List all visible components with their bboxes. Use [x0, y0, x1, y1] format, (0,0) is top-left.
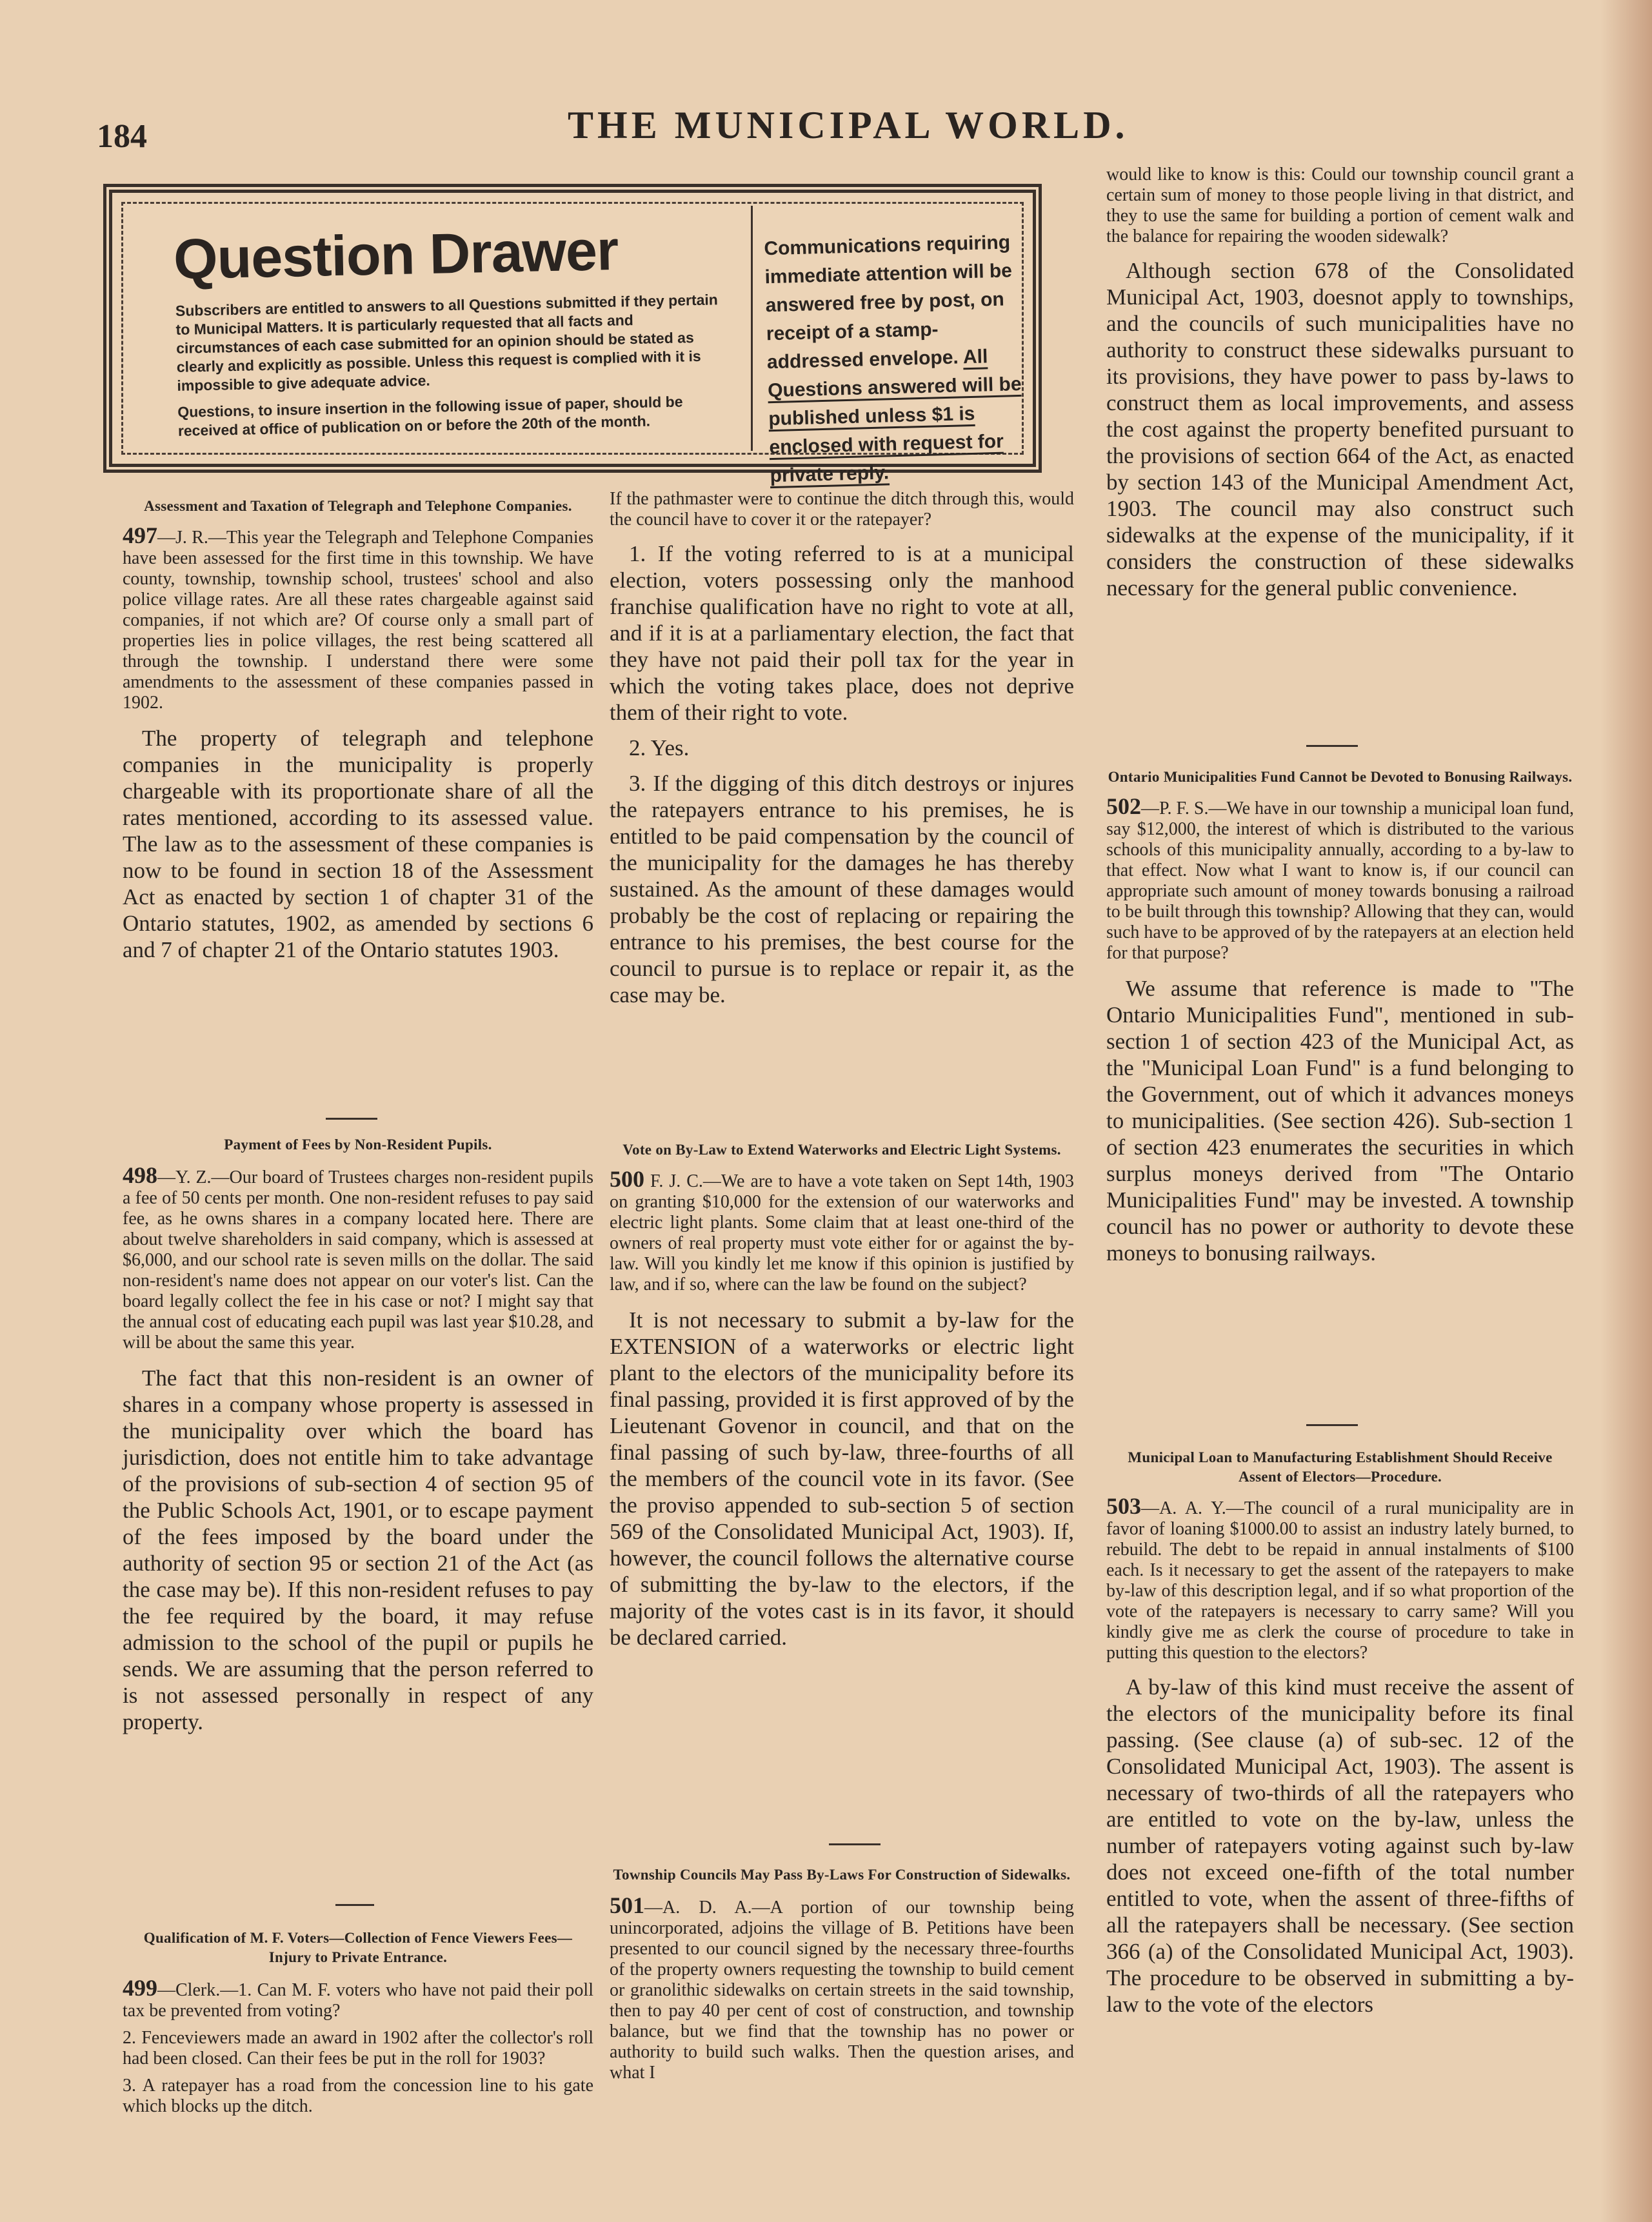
- heading-497: Assessment and Taxation of Telegraph and Telephone Companies.: [144, 498, 572, 514]
- heading-498: Payment of Fees by Non-Resident Pupils.: [224, 1136, 492, 1153]
- question-text-503: —A. A. Y.—The council of a rural municipality are in favor of loaning $1000.00 to assist an industry lately burned, to rebuild. The debt to be repaid in annual instalments of $100 each. Is it necessary to get the assent of the ratepayers to make by-law of this description legal, and if so what proportion of the vote of the ratepayers is necessary to carry same? Will you kindly give me as clerk the course of procedure to take in putting this question to the electors?: [1106, 1498, 1574, 1663]
- divider-rule: [1306, 1424, 1358, 1426]
- heading-502: Ontario Municipalities Fund Cannot be Devoted to Bonusing Railways.: [1108, 769, 1573, 785]
- question-500: [610, 1166, 1074, 1295]
- question-text-498: —Y. Z.—Our board of Trustees charges non-resident pupils a fee of 50 cents per month. One non-resident refuses to pay said fee, as he owns shares in a company located here. There are about twelve shareholders in said company, which is assessed at $6,000, and our school rate is seven mills on the dollar. The said non-resident's name does not appear on our voter's list. Can the board legally collect the fee in his case or not? I might say that the annual cost of educating each pupil was last year $10.28, and will be about the same this year.: [123, 1167, 593, 1353]
- question-number-503: 503: [1106, 1493, 1141, 1519]
- heading-499: Qualification of M. F. Voters—Collection of Fence Viewers Fees—Injury to Private Entrance.: [143, 1930, 573, 1965]
- divider-rule: [1306, 745, 1358, 747]
- answer-503: A by-law of this kind must receive the assent of the electors of the municipality before its final passing. (See clause (a) of sub-sec. 12 of the Consolidated Municipal Act, 1903). The assent is necessary of two-thirds of all the ratepayers who are entitled to vote on the by-law, unless the number of ratepayers voting against such by-law does not exceed one-fifth of the total number entitled to vote, when the assent of three-fifths of all the ratepayers shall be necessary. (See section 366 (a) of the Consolidated Municipal Act, 1903). The procedure to be observed in submitting a by-law to the vote of the electors: [1106, 1674, 1574, 2017]
- divider-rule: [829, 1843, 881, 1845]
- answer-499-part-3: 3. If the digging of this ditch destroys or injures the ratepayers entrance to his premises, he is entitled to be paid compensation by the council of the municipality for the damages he has thereby sustained. As the amount of these damages would probably be the cost of replacing or repairing the entrance to his premises, the best course for the council to pursue is to replace or repair it, as the case may be.: [610, 771, 1074, 1007]
- article-501-cont: [1106, 164, 1574, 601]
- article-500: [610, 1140, 1074, 1651]
- drawer-notice-2: All Questions answered will be published unless $1 is enclosed with request for private reply.: [768, 346, 1022, 488]
- question-501-continued: would like to know is this: Could our township council grant a certain sum of money to those people living in that district, and they to use the same for building a portion of cement walk and the balance for repairing the wooden sidewalk?: [1106, 164, 1574, 246]
- answer-499: [610, 541, 1074, 1008]
- drawer-notice: [764, 228, 1028, 490]
- question-number-502: 502: [1106, 793, 1141, 819]
- question-number-500: 500: [610, 1166, 644, 1192]
- page-edge-shadow: [1600, 0, 1652, 2222]
- article-498: [123, 1135, 593, 1735]
- answer-499-part-1: 1. If the voting referred to is at a municipal election, voters possessing only the manhood franchise qualification have no right to vote at all, and if it is at a parliamentary election, the fact that they have not paid their poll tax for the year in which the voting takes place, does not deprive them of their right to vote.: [610, 541, 1074, 725]
- drawer-title: Question Drawer: [173, 217, 619, 292]
- question-number-499: 499: [123, 1975, 157, 2001]
- question-501: [610, 1892, 1074, 2083]
- question-499: [123, 1975, 593, 2117]
- heading-500: Vote on By-Law to Extend Waterworks and Electric Light Systems.: [622, 1142, 1061, 1158]
- question-499-part-1: [123, 1975, 593, 2021]
- drawer-instructions-p2: Questions, to insure insertion in the following issue of paper, should be received at office of publication on or before the 20th of the month.: [177, 393, 683, 439]
- question-text-499-1: —Clerk.—1. Can M. F. voters who have not paid their poll tax be prevented from voting?: [123, 1980, 593, 2021]
- answer-502: We assume that reference is made to "The Ontario Municipalities Fund", mentioned in sub-section 1 of section 423 of the Municipal Act, as the "Municipal Loan Fund" is a fund belonging to the Government, out of which it advances moneys to municipalities. (See section 426). Sub-section 1 of section 423 enumerates the securities in which surplus moneys derived from "The Ontario Municipalities Fund" may be invested. A township council has no power or authority to devote these moneys to bonusing railways.: [1106, 976, 1574, 1265]
- answer-501: Although section 678 of the Consolidated Municipal Act, 1903, doesnot apply to townships, and the councils of such municipalities have no authority to construct these sidewalks pursuant to its provisions, they have power to pass by-laws to construct them as local improvements, and assess the cost against the property benefited pursuant to the provisions of section 664 of the Act, as enacted by section 143 of the Municipal Amendment Act, 1903. The council may also construct such sidewalks at the expense of the municipality, if it considers the construction of these sidewalks necessary for the general public convenience.: [1106, 258, 1574, 600]
- question-drawer-box: [103, 184, 1042, 487]
- answer-499-part-2: 2. Yes.: [629, 735, 690, 760]
- page-number: 184: [97, 118, 147, 155]
- article-503: [1106, 1448, 1574, 2018]
- article-497: [123, 497, 593, 963]
- divider-rule: [326, 1118, 377, 1120]
- heading-501: Township Councils May Pass By-Laws For Construction of Sidewalks.: [613, 1867, 1071, 1883]
- heading-503: Municipal Loan to Manufacturing Establishment Should Receive Assent of Electors—Procedure.: [1128, 1449, 1553, 1485]
- article-501: [610, 1865, 1074, 2083]
- question-503: [1106, 1493, 1574, 1663]
- question-text-497: —J. R.—This year the Telegraph and Telephone Companies have been assessed for the first time in this township. We have county, township, township school, trustees' school and also police village rates. Are all these rates chargeable against said companies, if not which are? Of course only a small part of properties lies in police villages, the rest being scattered all through the township. I understand there were some amendments to the assessment of these companies passed in 1902.: [123, 528, 593, 713]
- question-number-501: 501: [610, 1892, 644, 1918]
- answer-498: The fact that this non-resident is an owner of shares in a company whose property is assessed in the municipality over which the board has jurisdiction, does not entitle him to take advantage of the provisions of sub-section 4 of section 95 of the Public Schools Act, 1901, or to escape payment of the fees imposed by the board under the authority of section 95 or section 21 of the Act (as the case may be). If this non-resident refuses to pay the fee required by the board, it may refuse admission to the school of the pupil or pupils he sends. We are assuming that the person referred to is not assessed personally in respect of any property.: [123, 1365, 593, 1734]
- answer-500: It is not necessary to submit a by-law for the EXTENSION of a waterworks or electric light plant to the electors of the municipality before its final passing, provided it is first approved of by the Lieutenant Govenor in council, and that on the final passing of such by-law, three-fourths of all the members of the council vote in its favor. (See the proviso appended to sub-section 5 of section 569 of the Consolidated Municipal Act, 1903). If, however, the council follows the alternative course of submitting the by-law to the electors, if the majority of the votes cast is in its favor, it should be declared carried.: [610, 1307, 1074, 1650]
- article-499-cont: [610, 489, 1074, 1017]
- drawer-instructions-p1: Subscribers are entitled to answers to all Questions submitted if they pertain to Municipal Matters. It is particularly requested that all facts and circumstances of each case submitted for an opinion should be stated as clearly and explicitly as possible. Unless this request is complied with it is impossible to give adequate advice.: [175, 291, 719, 394]
- question-text-502: —P. F. S.—We have in our township a municipal loan fund, say $12,000, the interest of which is distributed to the various schools of this municipality annually, according to a by-law to that effect. Now what I want to know is, if our council can appropriate such amount of money towards bonusing a railroad to be built through this township? Allowing that they can, would such have to be approved of by the ratepayers at an election held for that purpose?: [1106, 799, 1574, 963]
- question-number-498: 498: [123, 1162, 157, 1188]
- answer-497: The property of telegraph and telephone companies in the municipality is properly chargeable with its proportionate share of all the rates mentioned, according to its assessed value. The law as to the assessment of these companies is now to be found in section 18 of the Assessment Act as enacted by section 1 of chapter 31 of the Ontario statutes, 1902, as amended by sections 6 and 7 of chapter 21 of the Ontario statutes 1903.: [123, 726, 593, 962]
- article-502: [1106, 768, 1574, 1266]
- question-499-continued: If the pathmaster were to continue the ditch through this, would the council have to cover it or the ratepayer?: [610, 489, 1074, 530]
- drawer-notice-1: Communications requiring immediate attention will be answered free by post, on receipt of a stamp-addressed envelope.: [764, 232, 1013, 373]
- drawer-divider: [751, 206, 753, 451]
- question-number-497: 497: [123, 522, 157, 548]
- article-499: [123, 1929, 593, 2123]
- question-502: [1106, 793, 1574, 964]
- question-text-500: F. J. C.—We are to have a vote taken on Sept 14th, 1903 on granting $10,000 for the extension of our waterworks and electric light plants. Some claim that at least one-third of the owners of real property must vote either for or against the by-law. Will you kindly let me know if this opinion is justified by law, and if so, where can the law be found on the subject?: [610, 1171, 1074, 1295]
- question-497: [123, 522, 593, 713]
- drawer-instructions: [175, 290, 727, 448]
- question-498: [123, 1162, 593, 1353]
- journal-title: THE MUNICIPAL WORLD.: [568, 104, 1129, 146]
- question-499-part-3: 3. A ratepayer has a road from the concession line to his gate which blocks up the ditch.: [123, 2076, 593, 2116]
- question-499-part-2: 2. Fenceviewers made an award in 1902 after the collector's roll had been closed. Can their fees be put in the roll for 1903?: [123, 2028, 593, 2068]
- question-text-501: —A. D. A.—A portion of our township being unincorporated, adjoins the village of B. Petitions have been presented to our council signed by the necessary three-fourths of the property owners requesting the township to build cement or granolithic sidewalks on certain streets in the said township, then to pay 40 per cent of cost of construction, and township balance, but we find that the township has no power or authority to build such walks. Then the question arises, and what I: [610, 1898, 1074, 2083]
- divider-rule: [335, 1904, 374, 1906]
